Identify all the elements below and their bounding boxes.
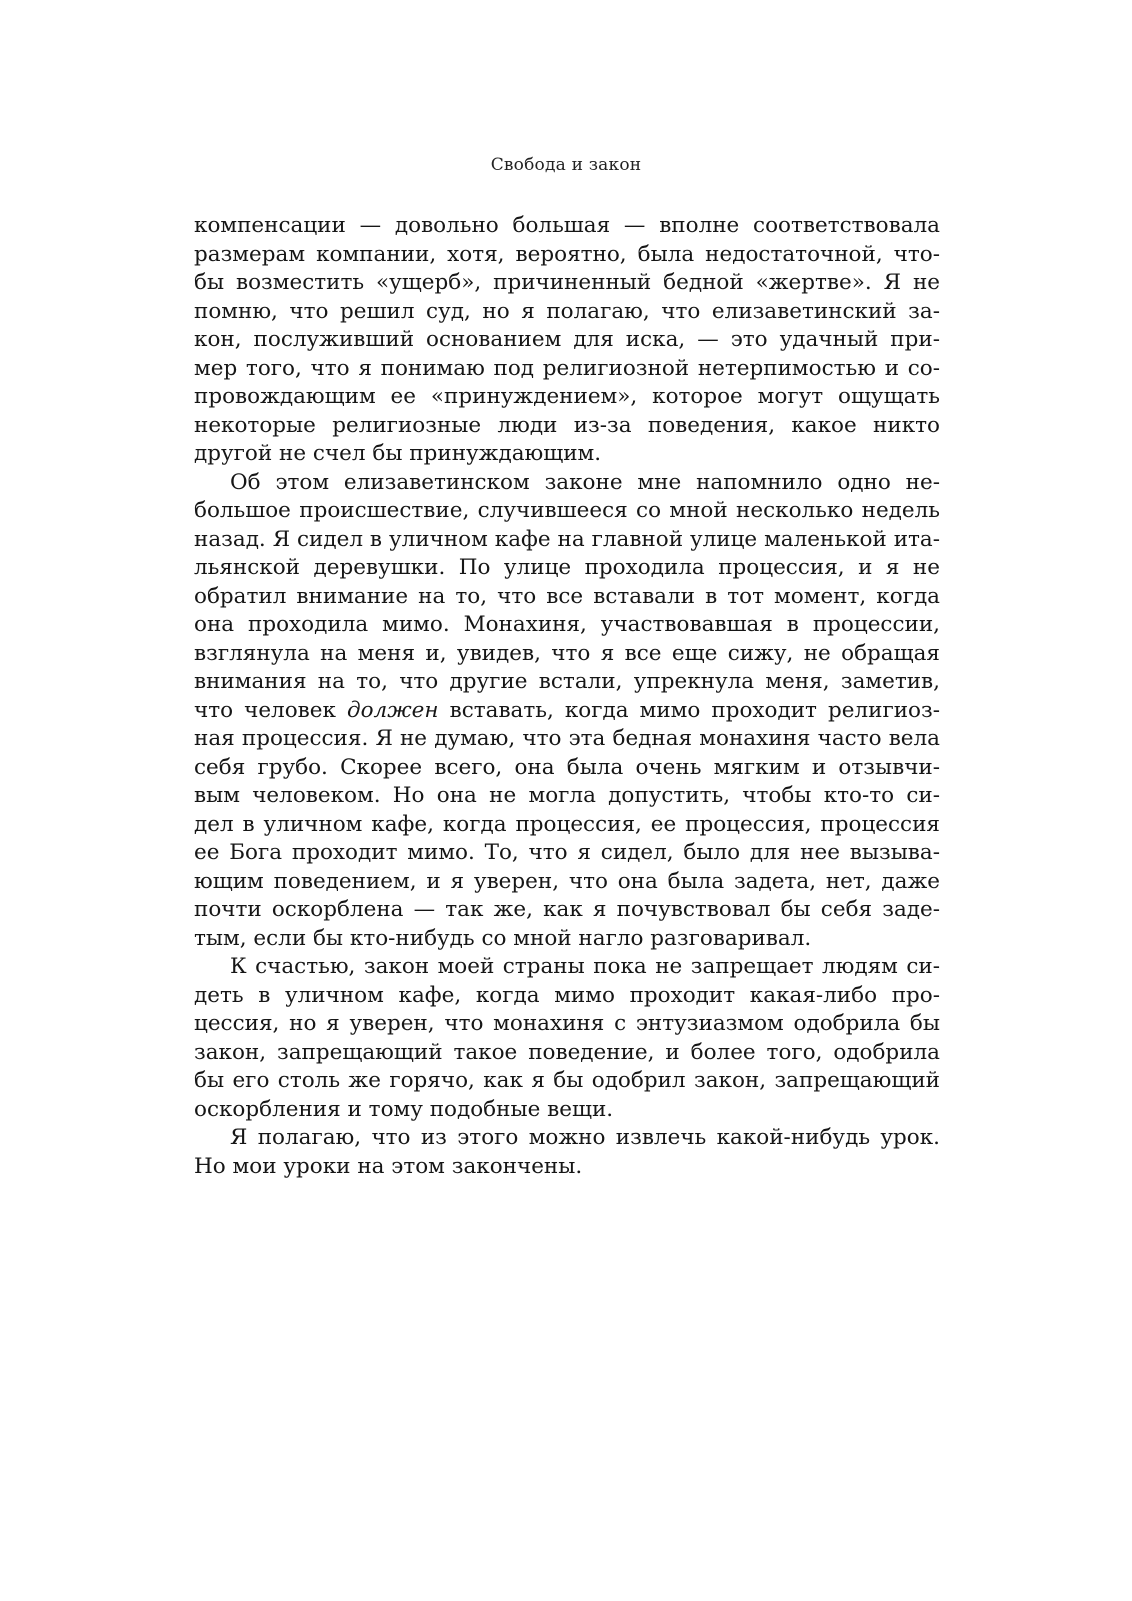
text-line: внимания на то, что другие встали, упрекнула меня, заметив, [194,669,940,694]
text-line: бы возместить «ущерб», причиненный бедной «жертве». Я не [194,270,940,295]
text-segment: что человек [194,697,347,723]
text-line: К счастью, закон моей страны пока не запрещает людям си- [230,954,940,979]
text-line: большое происшествие, случившееся со мной несколько недель [194,498,940,523]
text-line: назад. Я сидел в уличном кафе на главной улице маленькой ита- [194,526,940,552]
text-line: вым человеком. Но она не могла допустить, чтобы кто-то си- [194,783,940,808]
text-line: цессия, но я уверен, что монахиня с энтузиазмом одобрила бы [194,1011,940,1036]
paragraph [194,469,940,954]
text-line: кон, послуживший основанием для иска, — это удачный при- [194,327,940,352]
text-line-with-emphasis [194,697,940,726]
text-line: она проходила мимо. Монахиня, участвовавшая в процессии, [194,612,940,637]
text-line: провождающим ее «принуждением», которое могут ощущать [194,384,940,409]
text-line: мер того, что я понимаю под религиозной нетерпимостью и со- [194,355,940,381]
emphasized-word: должен [346,697,439,723]
text-line: другой не счел бы принуждающим. [194,441,602,466]
text-line: ющим поведением, и я уверен, что она была задета, нет, даже [194,868,940,894]
text-line: компенсации — довольно большая — вполне соответствовала [194,213,940,238]
text-line: деть в уличном кафе, когда мимо проходит какая-либо про- [194,982,940,1008]
text-line: почти оскорблена — так же, как я почувствовал бы себя заде- [194,897,940,922]
text-line: Я полагаю, что из этого можно извлечь какой-нибудь урок. [230,1125,940,1150]
text-line: себя грубо. Скорее всего, она была очень мягким и отзывчи- [194,754,940,780]
paragraph [194,953,940,1124]
text-line: тым, если бы кто-нибудь со мной нагло разговаривал. [194,925,812,951]
paragraph [194,212,940,469]
text-line: ее Бога проходит мимо. То, что я сидел, было для нее вызыва- [194,840,940,865]
text-line: ная процессия. Я не думаю, что эта бедная монахиня часто вела [194,726,940,751]
text-line: взглянула на меня и, увидев, что я все еще сижу, не обращая [194,640,940,666]
paragraph [194,1124,940,1181]
text-line: закон, запрещающий такое поведение, и более того, одобрила [194,1039,940,1065]
body-text [194,212,940,1181]
text-line: оскорбления и тому подобные вещи. [194,1096,614,1122]
running-head: Свобода и закон [490,155,642,175]
text-line: льянской деревушки. По улице проходила процессия, и я не [194,555,940,580]
text-line: бы его столь же горячо, как я бы одобрил закон, запрещающий [194,1068,940,1093]
text-line: размерам компании, хотя, вероятно, была недостаточной, что- [194,241,940,267]
text-line: Об этом елизаветинском законе мне напомнило одно не- [230,469,940,495]
text-line: дел в уличном кафе, когда процессия, ее процессия, процессия [194,811,940,837]
text-line: обратил внимание на то, что все вставали в тот момент, когда [194,583,940,609]
text-line: некоторые религиозные люди из-за поведения, какое никто [194,412,940,438]
text-segment: вставать, когда мимо проходит религиоз- [438,697,940,723]
text-line: Но мои уроки на этом закончены. [194,1153,583,1179]
text-line: помню, что решил суд, но я полагаю, что елизаветинский за- [194,298,940,324]
